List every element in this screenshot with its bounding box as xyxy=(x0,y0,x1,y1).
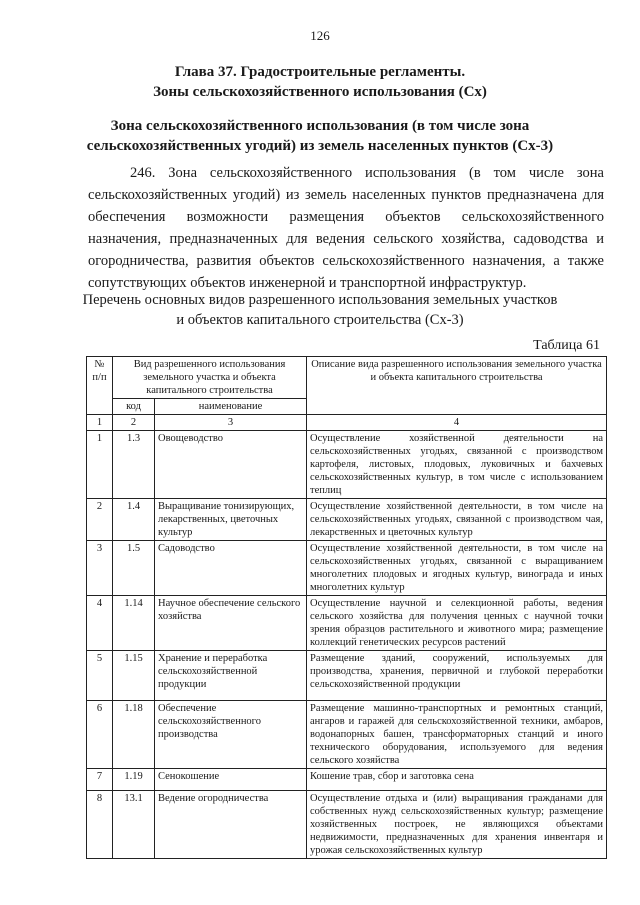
column-number: 4 xyxy=(307,415,607,431)
row-code: 1.15 xyxy=(113,651,155,701)
row-num: 1 xyxy=(87,431,113,499)
row-num: 8 xyxy=(87,791,113,859)
chapter-heading xyxy=(0,62,640,102)
row-name: Ведение огородничества xyxy=(155,791,307,859)
row-description: Осуществление хозяйственной деятельности, в том числе на сельскохозяйственных угодьях, связанной с выращиванием многолетних плодовых и ягодных культур, винограда и иных многолетних культур xyxy=(307,541,607,596)
row-code: 1.5 xyxy=(113,541,155,596)
column-number: 1 xyxy=(87,415,113,431)
table-row xyxy=(87,499,607,541)
table-header-row xyxy=(87,357,607,399)
chapter-heading-line1: Глава 37. Градостроительные регламенты. xyxy=(174,64,466,80)
row-description: Размещение машинно-транспортных и ремонтных станций, ангаров и гаражей для сельскохозяйственной техники, амбаров, водонапорных башен, трансформаторных станций и иного технического оборудования, используемого для ведения сельского хозяйства xyxy=(307,701,607,769)
header-code: код xyxy=(113,399,155,415)
page-number: 126 xyxy=(310,28,330,43)
row-num: 4 xyxy=(87,596,113,651)
row-code: 13.1 xyxy=(113,791,155,859)
zone-description-paragraph: 246. Зона сельскохозяйственного использования (в том числе зона сельскохозяйственных угодий) из земель населенных пунктов предназначена для обеспечения возможности размещения объектов сельскохозяйственного назначения, предназначенных для ведения сельского хозяйства, садоводства и огородничества, развития объектов сельскохозяйственного назначения, а также сопутствующих объектов инженерной и транспортной инфраструктур. xyxy=(88,165,604,291)
row-description: Осуществление хозяйственной деятельности, в том числе на сельскохозяйственных угодьях, связанной с производством чая, лекарственных и цветочных культур xyxy=(307,499,607,541)
row-num: 3 xyxy=(87,541,113,596)
header-description: Описание вида разрешенного использования земельного участка и объекта капитального строительства xyxy=(307,357,607,415)
row-description: Осуществление хозяйственной деятельности на сельскохозяйственных угодьях, связанной с производством картофеля, листовых, плодовых, луковичных и бахчевых сельскохозяйственных культур, в том числе с использованием теплиц xyxy=(307,431,607,499)
row-num: 2 xyxy=(87,499,113,541)
table-row xyxy=(87,596,607,651)
row-num: 7 xyxy=(87,769,113,791)
header-name: наименование xyxy=(155,399,307,415)
row-description: Осуществление отдыха и (или) выращивания гражданами для собственных нужд сельскохозяйственных культур; размещение хозяйственных построек, не являющихся объектами недвижимости, предназначенных для хранения инвентаря и урожая сельскохозяйственных культур xyxy=(307,791,607,859)
row-name: Научное обеспечение сельского хозяйства xyxy=(155,596,307,651)
list-title-line2: и объектов капитального строительства (Сх-3) xyxy=(176,312,464,328)
row-code: 1.18 xyxy=(113,701,155,769)
row-description: Осуществление научной и селекционной работы, ведения сельского хозяйства для получения ценных с научной точки зрения образцов растительного и животного мира; размещение коллекций генетических ресурсов растений xyxy=(307,596,607,651)
zone-title xyxy=(0,116,640,156)
column-number: 2 xyxy=(113,415,155,431)
list-title xyxy=(0,290,640,330)
table-label: Таблица 61 xyxy=(533,338,600,353)
row-name: Выращивание тонизирующих, лекарственных, цветочных культур xyxy=(155,499,307,541)
table-row xyxy=(87,651,607,701)
table-row xyxy=(87,791,607,859)
table-column-numbers-row xyxy=(87,415,607,431)
column-number: 3 xyxy=(155,415,307,431)
row-name: Обеспечение сельскохозяйственного производства xyxy=(155,701,307,769)
row-name: Садоводство xyxy=(155,541,307,596)
table-row xyxy=(87,431,607,499)
zone-title-line2: сельскохозяйственных угодий) из земель населенных пунктов (Сх-3) xyxy=(86,138,554,154)
header-type-group: Вид разрешенного использования земельного участка и объекта капитального строительства xyxy=(113,357,307,399)
chapter-heading-line2: Зоны сельскохозяйственного использования (Сх) xyxy=(153,84,487,100)
row-num: 5 xyxy=(87,651,113,701)
row-description: Кошение трав, сбор и заготовка сена xyxy=(307,769,607,791)
row-code: 1.19 xyxy=(113,769,155,791)
row-code: 1.14 xyxy=(113,596,155,651)
row-description: Размещение зданий, сооружений, используемых для производства, хранения, первичной и глубокой переработки сельскохозяйственной продукции xyxy=(307,651,607,701)
table-row xyxy=(87,769,607,791)
row-num: 6 xyxy=(87,701,113,769)
row-name: Овощеводство xyxy=(155,431,307,499)
row-name: Хранение и переработка сельскохозяйственной продукции xyxy=(155,651,307,701)
table-row xyxy=(87,541,607,596)
regulations-table xyxy=(86,356,607,859)
header-num: № п/п xyxy=(87,357,113,415)
row-code: 1.4 xyxy=(113,499,155,541)
list-title-line1: Перечень основных видов разрешенного использования земельных участков xyxy=(82,292,558,308)
zone-title-line1: Зона сельскохозяйственного использования (в том числе зона xyxy=(110,118,530,134)
row-name: Сенокошение xyxy=(155,769,307,791)
table-row xyxy=(87,701,607,769)
row-code: 1.3 xyxy=(113,431,155,499)
